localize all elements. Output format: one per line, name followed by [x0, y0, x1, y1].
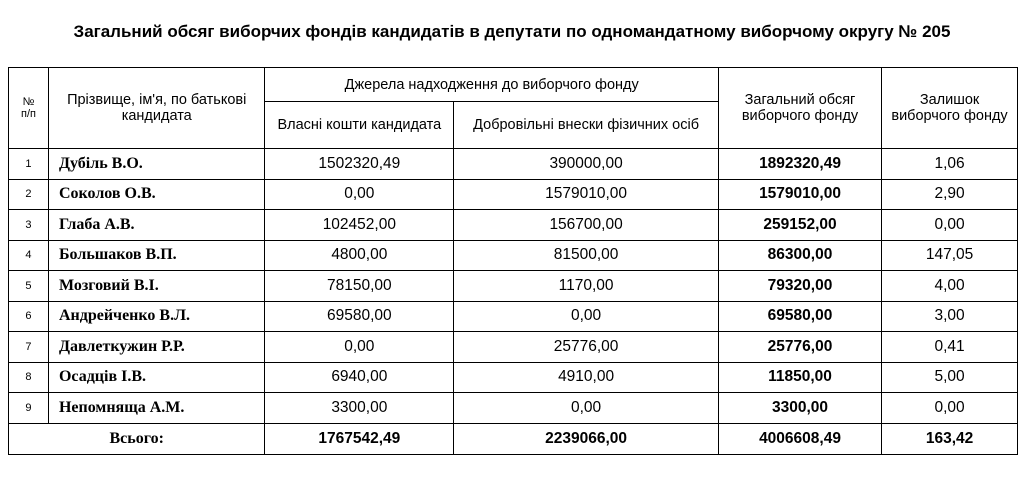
cell-total: 1892320,49	[718, 149, 881, 180]
col-header-no: № п/п	[9, 68, 49, 149]
cell-no: 2	[9, 179, 49, 210]
cell-no: 5	[9, 271, 49, 302]
cell-voluntary: 156700,00	[454, 210, 719, 241]
cell-name: Мозговий В.І.	[48, 271, 264, 302]
cell-rest: 3,00	[882, 301, 1018, 332]
cell-total: 259152,00	[718, 210, 881, 241]
cell-name: Дубіль В.О.	[48, 149, 264, 180]
summary-rest: 163,42	[882, 423, 1018, 454]
cell-own: 0,00	[265, 179, 454, 210]
cell-no: 8	[9, 362, 49, 393]
cell-rest: 4,00	[882, 271, 1018, 302]
table-row	[9, 179, 1018, 210]
cell-name: Непомняща А.М.	[48, 393, 264, 424]
cell-rest: 147,05	[882, 240, 1018, 271]
summary-own: 1767542,49	[265, 423, 454, 454]
col-header-sources: Джерела надходження до виборчого фонду	[265, 68, 718, 102]
cell-own: 6940,00	[265, 362, 454, 393]
cell-rest: 0,41	[882, 332, 1018, 363]
cell-voluntary: 390000,00	[454, 149, 719, 180]
cell-own: 69580,00	[265, 301, 454, 332]
table-body	[9, 149, 1018, 424]
cell-name: Давлеткужин Р.Р.	[48, 332, 264, 363]
cell-own: 0,00	[265, 332, 454, 363]
cell-own: 3300,00	[265, 393, 454, 424]
cell-no: 7	[9, 332, 49, 363]
cell-name: Осадців І.В.	[48, 362, 264, 393]
cell-name: Большаков В.П.	[48, 240, 264, 271]
cell-rest: 5,00	[882, 362, 1018, 393]
table-row	[9, 393, 1018, 424]
cell-total: 69580,00	[718, 301, 881, 332]
cell-own: 4800,00	[265, 240, 454, 271]
funds-table	[8, 67, 1018, 455]
cell-name: Андрейченко В.Л.	[48, 301, 264, 332]
cell-rest: 1,06	[882, 149, 1018, 180]
cell-rest: 2,90	[882, 179, 1018, 210]
cell-total: 25776,00	[718, 332, 881, 363]
cell-name: Соколов О.В.	[48, 179, 264, 210]
cell-no: 3	[9, 210, 49, 241]
cell-rest: 0,00	[882, 210, 1018, 241]
cell-voluntary: 25776,00	[454, 332, 719, 363]
cell-voluntary: 1170,00	[454, 271, 719, 302]
cell-no: 6	[9, 301, 49, 332]
col-header-own: Власні кошти кандидата	[265, 102, 454, 149]
cell-own: 1502320,49	[265, 149, 454, 180]
cell-own: 102452,00	[265, 210, 454, 241]
table-row	[9, 332, 1018, 363]
summary-label: Всього:	[9, 423, 265, 454]
table-row	[9, 271, 1018, 302]
cell-total: 11850,00	[718, 362, 881, 393]
cell-voluntary: 81500,00	[454, 240, 719, 271]
cell-own: 78150,00	[265, 271, 454, 302]
col-header-voluntary: Добровільні внески фізичних осіб	[454, 102, 719, 149]
cell-total: 86300,00	[718, 240, 881, 271]
col-header-total: Загальний обсяг виборчого фонду	[718, 68, 881, 149]
table-row	[9, 149, 1018, 180]
summary-total: 4006608,49	[718, 423, 881, 454]
table-row	[9, 301, 1018, 332]
cell-rest: 0,00	[882, 393, 1018, 424]
cell-no: 1	[9, 149, 49, 180]
table-row	[9, 240, 1018, 271]
cell-voluntary: 4910,00	[454, 362, 719, 393]
header-row	[9, 68, 1018, 102]
col-header-rest: Залишок виборчого фонду	[882, 68, 1018, 149]
summary-row	[9, 423, 1018, 454]
col-header-name: Прізвище, ім'я, по батькові кандидата	[48, 68, 264, 149]
cell-no: 9	[9, 393, 49, 424]
page-title: Загальний обсяг виборчих фондів кандидатів в депутати по одномандатному виборчому округу № 205	[73, 22, 951, 41]
table-row	[9, 362, 1018, 393]
cell-voluntary: 0,00	[454, 301, 719, 332]
cell-total: 79320,00	[718, 271, 881, 302]
cell-total: 1579010,00	[718, 179, 881, 210]
cell-no: 4	[9, 240, 49, 271]
cell-voluntary: 1579010,00	[454, 179, 719, 210]
cell-name: Глаба А.В.	[48, 210, 264, 241]
summary-voluntary: 2239066,00	[454, 423, 719, 454]
table-row	[9, 210, 1018, 241]
cell-voluntary: 0,00	[454, 393, 719, 424]
cell-total: 3300,00	[718, 393, 881, 424]
